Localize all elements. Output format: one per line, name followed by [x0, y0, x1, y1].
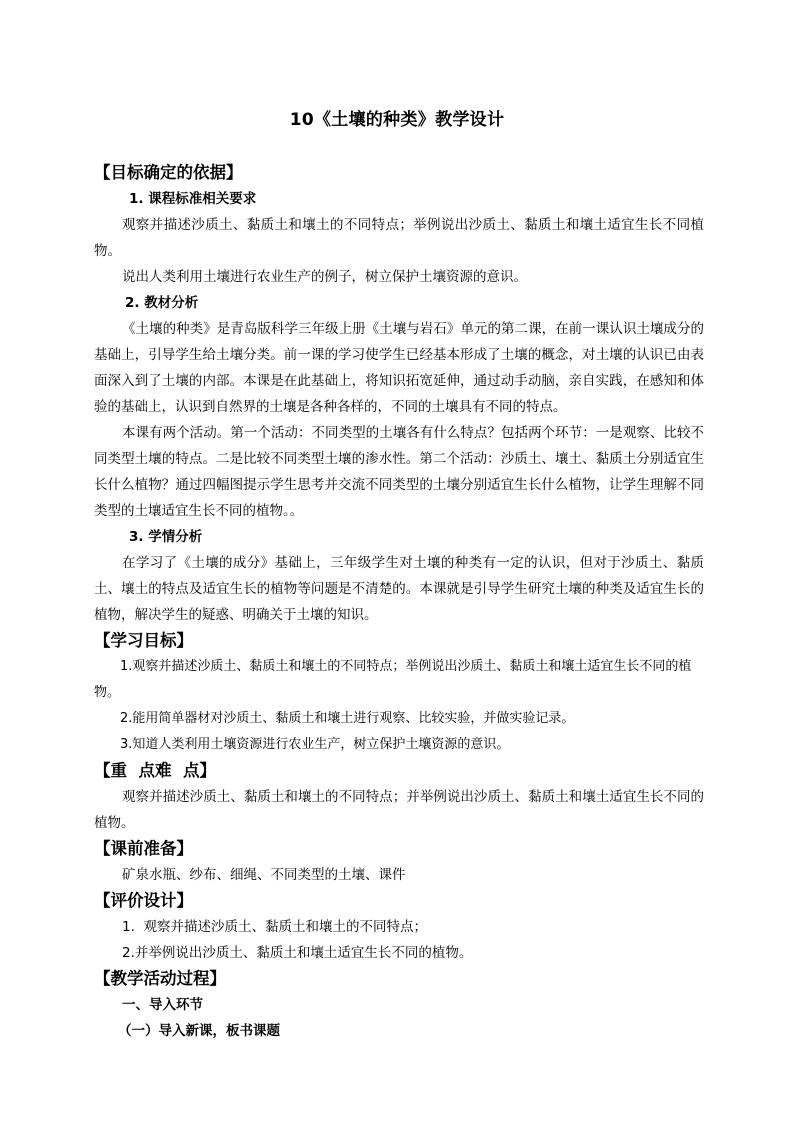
goal-item: 3.知道人类利用土壤资源进行农业生产，树立保护土壤资源的意识。 [120, 737, 510, 752]
goal-item: 2.能用简单器材对沙质土、黏质土和壤土进行观察、比较实验，并做实验记录。 [120, 711, 575, 726]
subheading-textbook-analysis: 2. 教材分析 [125, 295, 199, 311]
subheading-intro-stage: 一、导入环节 [122, 997, 203, 1013]
section-heading-preparation: 【课前准备】 [94, 839, 193, 858]
evaluation-item: 1. 观察并描述沙质土、黏质土和壤土的不同特点； [122, 919, 427, 935]
section-heading-process: 【教学活动过程】 [94, 969, 226, 988]
paragraph: 《土壤的种类》是青岛版科学三年级上册《土壤与岩石》单元的第二课，在前一课认识土壤成分的基础上，引导学生给土壤分类。前一课的学习使学生已经基本形成了土壤的概念，对土壤的认识已由表面深入到了土壤的内部。本课是在此基础上，将知识拓宽延伸，通过动手动脑，亲自实践，在感知和体验的基础上，认识到自然界的土壤是各种各样的，不同的土壤具有不同的特点。 [94, 321, 704, 415]
section-heading-evaluation: 【评价设计】 [94, 891, 193, 910]
paragraph: 观察并描述沙质土、黏质土和壤土的不同特点；举例说出沙质土、黏质土和壤土适宜生长不同植物。 [94, 217, 704, 259]
section-heading-goals: 【学习目标】 [94, 631, 193, 650]
goal-item: 1.观察并描述沙质土、黏质土和壤土的不同特点；举例说出沙质土、黏质土和壤土适宜生长不同的植物。 [94, 659, 692, 700]
subheading-curriculum-standards: 1. 课程标准相关要求 [129, 191, 257, 207]
paragraph: 说出人类利用土壤进行农业生产的例子，树立保护土壤资源的意识。 [122, 269, 527, 285]
section-heading-keypoints: 【重 点难 点】 [94, 761, 216, 780]
document-body [94, 160, 704, 1044]
paragraph: 观察并描述沙质土、黏质土和壤土的不同特点；并举例说出沙质土、黏质土和壤土适宜生长不同的植物。 [94, 789, 704, 831]
subheading-learner-analysis: 3. 学情分析 [129, 529, 203, 545]
paragraph: 本课有两个活动。第一个活动：不同类型的土壤各有什么特点？包括两个环节：一是观察、比较不同类型土壤的特点。二是比较不同类型土壤的渗水性。第二个活动：沙质土、壤土、黏质土分别适宜生长什么植物？通过四幅图提示学生思考并交流不同类型的土壤分别适宜生长什么植物，让学生理解不同类型的土壤适宜生长不同的植物。。 [94, 425, 704, 519]
section-heading-basis: 【目标确定的依据】 [94, 163, 243, 182]
subheading-intro-new-lesson: （一）导入新课，板书课题 [118, 1023, 280, 1039]
paragraph: 在学习了《土壤的成分》基础上，三年级学生对土壤的种类有一定的认识，但对于沙质土、黏质土、壤土的特点及适宜生长的植物等问题是不清楚的。本课就是引导学生研究土壤的种类及适宜生长的植物，解决学生的疑惑、明确关于土壤的知识。 [94, 555, 704, 623]
evaluation-item: 2.并举例说出沙质土、黏质土和壤土适宜生长不同的植物。 [122, 945, 473, 961]
document-title: 10《土壤的种类》教学设计 [289, 110, 505, 130]
paragraph: 矿泉水瓶、纱布、细绳、不同类型的土壤、课件 [122, 867, 406, 883]
